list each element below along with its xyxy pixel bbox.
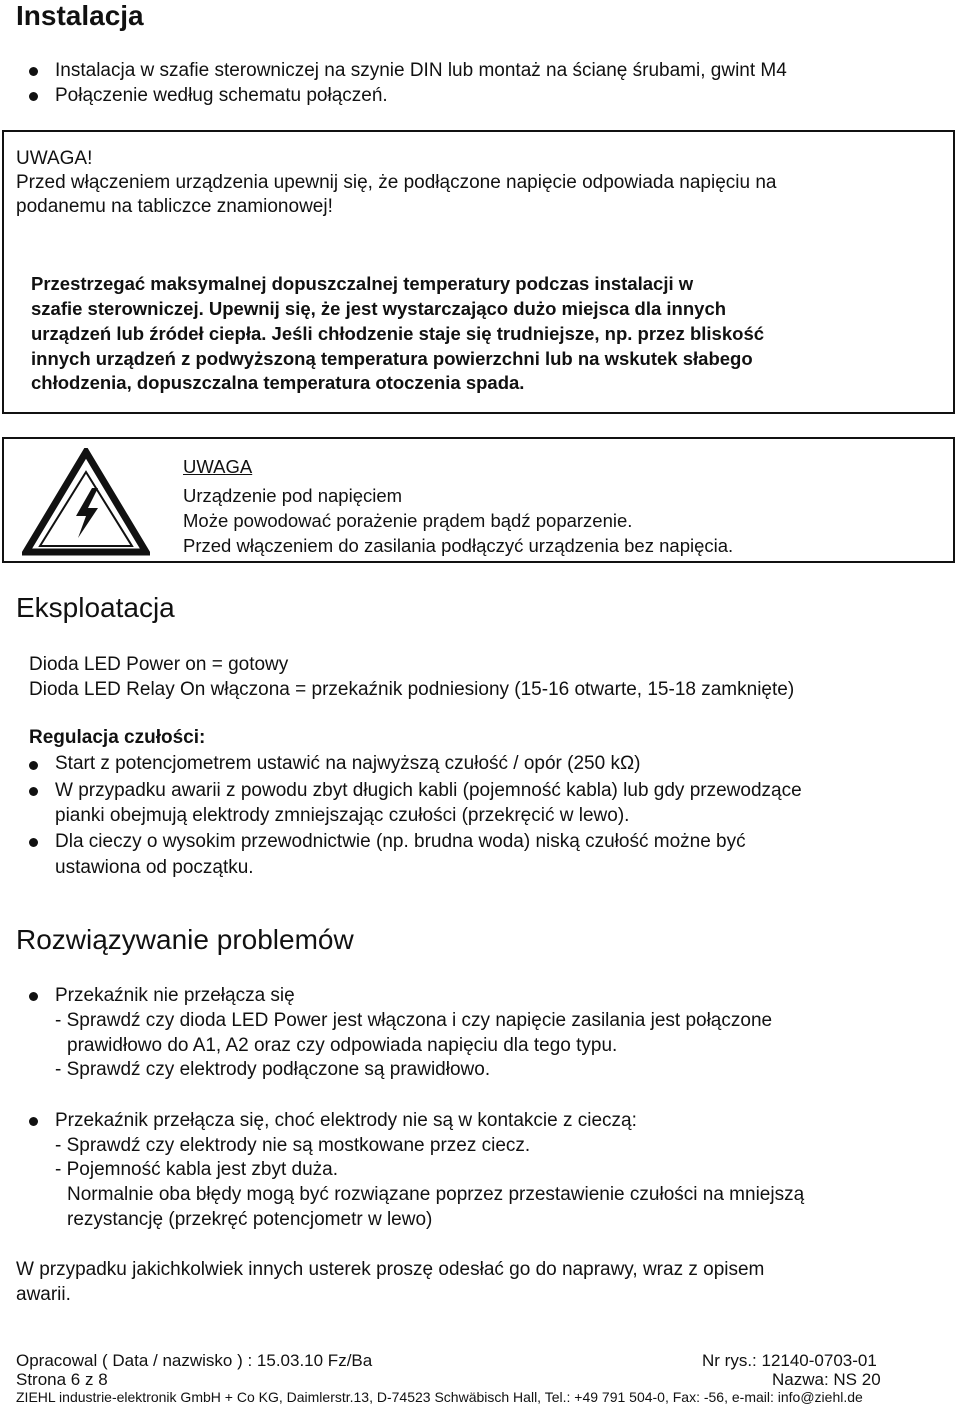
sens-bullet-2-line-1: W przypadku awarii z powodu zbyt długich kabli (pojemność kabla) lub gdy przewodzące xyxy=(55,780,802,801)
warning-bold-line-3: urządzeń lub źródeł ciepła. Jeśli chłodzenie staje się trudniejsze, np. przez bliskość xyxy=(31,323,765,344)
section-heading-installation: Instalacja xyxy=(16,0,144,31)
voltage-title: UWAGA xyxy=(183,456,253,477)
closing-line-1: W przypadku jakichkolwiek innych usterek proszę odesłać go do naprawy, wraz z opisem xyxy=(16,1259,765,1280)
sens-bullet-1: Start z potencjometrem ustawić na najwyższą czułość / opór (250 kΩ) xyxy=(55,753,641,774)
warning-line-2: podanemu na tabliczce znamionowej! xyxy=(16,196,333,217)
trouble-item-2-line-2: - Pojemność kabla jest zbyt duża. xyxy=(55,1159,339,1180)
voltage-line-2: Może powodować porażenie prądem bądź poparzenie. xyxy=(183,510,633,531)
led-line-2: Dioda LED Relay On włączona = przekaźnik podniesiony (15-16 otwarte, 15-18 zamknięte) xyxy=(29,679,795,700)
trouble-item-1-line-2: prawidłowo do A1, A2 oraz czy odpowiada napięciu dla tego typu. xyxy=(67,1035,618,1056)
bullet-icon xyxy=(29,1117,38,1126)
bullet-icon xyxy=(29,67,38,76)
install-bullet-1: Instalacja w szafie sterowniczej na szynie DIN lub montaż na ścianę śrubami, gwint M4 xyxy=(55,60,787,81)
trouble-item-2-line-3: Normalnie oba błędy mogą być rozwiązane poprzez przestawienie czułości na mniejszą xyxy=(67,1184,805,1205)
closing-line-2: awarii. xyxy=(16,1284,71,1305)
footer-author: Opracowal ( Data / nazwisko ) : 15.03.10 Fz/Ba xyxy=(16,1351,373,1370)
trouble-item-1-line-1: - Sprawdź czy dioda LED Power jest włączona i czy napięcie zasilania jest połączone xyxy=(55,1010,773,1031)
bullet-icon xyxy=(29,838,38,847)
footer-company: ZIEHL industrie-elektronik GmbH + Co KG, Daimlerstr.13, D-74523 Schwäbisch Hall, Tel.: +49 791 504-0, Fax: -56, e-mail: info@ziehl.de xyxy=(16,1389,863,1405)
trouble-item-1-line-3: - Sprawdź czy elektrody podłączone są prawidłowo. xyxy=(55,1059,491,1080)
section-heading-operation: Eksploatacja xyxy=(16,592,175,623)
led-line-1: Dioda LED Power on = gotowy xyxy=(29,654,289,675)
bullet-icon xyxy=(29,761,38,770)
warning-line-1: Przed włączeniem urządzenia upewnij się, że podłączone napięcie odpowiada napięciu na xyxy=(16,172,777,193)
trouble-item-2-line-1: - Sprawdź czy elektrody nie są mostkowane przez ciecz. xyxy=(55,1135,531,1156)
warning-bold-line-5: chłodzenia, dopuszczalna temperatura otoczenia spada. xyxy=(31,372,525,393)
high-voltage-warning-icon xyxy=(22,448,150,556)
sens-bullet-3-line-1: Dla cieczy o wysokim przewodnictwie (np. brudna woda) niską czułość możne być xyxy=(55,831,746,852)
footer-drawing-number: Nr rys.: 12140-0703-01 xyxy=(702,1351,877,1370)
sensitivity-heading: Regulacja czułości: xyxy=(29,727,206,748)
footer-document-name: Nazwa: NS 20 xyxy=(772,1370,881,1389)
sens-bullet-2-line-2: pianki obejmują elektrody zmniejszając czułości (przekręcić w lewo). xyxy=(55,805,630,826)
bullet-icon xyxy=(29,992,38,1001)
footer-page-number: Strona 6 z 8 xyxy=(16,1370,108,1389)
bullet-icon xyxy=(29,787,38,796)
warning-bold-line-1: Przestrzegać maksymalnej dopuszczalnej temperatury podczas instalacji w xyxy=(31,273,694,294)
install-bullet-2: Połączenie według schematu połączeń. xyxy=(55,85,388,106)
trouble-item-1-title: Przekaźnik nie przełącza się xyxy=(55,985,295,1006)
trouble-item-2-title: Przekaźnik przełącza się, choć elektrody nie są w kontakcie z cieczą: xyxy=(55,1110,637,1131)
warning-bold-line-2: szafie sterowniczej. Upewnij się, że jest wystarczająco dużo miejsca dla innych xyxy=(31,298,727,319)
warning-title: UWAGA! xyxy=(16,148,93,169)
bullet-icon xyxy=(29,92,38,101)
voltage-line-3: Przed włączeniem do zasilania podłączyć urządzenia bez napięcia. xyxy=(183,535,734,556)
sens-bullet-3-line-2: ustawiona od początku. xyxy=(55,857,254,878)
voltage-line-1: Urządzenie pod napięciem xyxy=(183,485,403,506)
trouble-item-2-line-4: rezystancję (przekręć potencjometr w lewo) xyxy=(67,1209,433,1230)
warning-bold-line-4: innych urządzeń z podwyższoną temperatura powierzchni lub na wskutek słabego xyxy=(31,348,753,369)
section-heading-troubleshooting: Rozwiązywanie problemów xyxy=(16,924,354,955)
